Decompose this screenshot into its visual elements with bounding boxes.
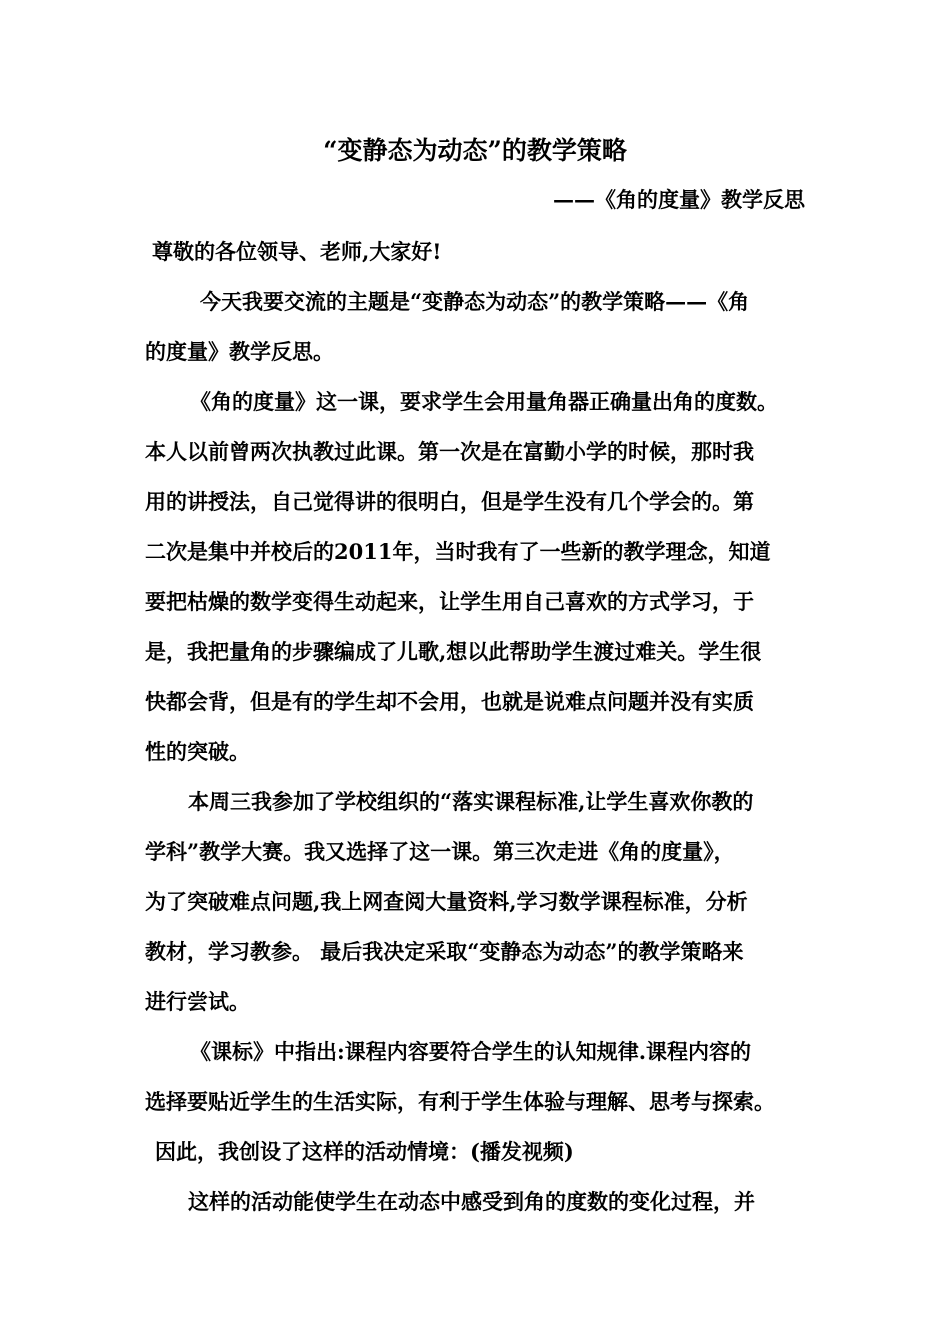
text-line: 《角的度量》这一课，要求学生会用量角器正确量出角的度数。 bbox=[190, 389, 778, 414]
text-line: 学科”教学大赛。我又选择了这一课。第三次走进《角的度量》， bbox=[145, 839, 735, 864]
document-title: “变静态为动态”的教学策略 bbox=[323, 136, 627, 165]
text-line: 《课标》中指出:课程内容要符合学生的认知规律.课程内容的 bbox=[190, 1039, 752, 1064]
text-line: 为了突破难点问题,我上网查阅大量资料,学习数学课程标准，分析 bbox=[145, 889, 748, 914]
text-line: 要把枯燥的数学变得生动起来，让学生用自己喜欢的方式学习，于 bbox=[145, 589, 754, 614]
text-line: 快都会背，但是有的学生却不会用，也就是说难点问题并没有实质 bbox=[145, 689, 754, 714]
text-line: 进行尝试。 bbox=[145, 989, 250, 1014]
text-line: 二次是集中并校后的2011年，当时我有了一些新的教学理念，知道 bbox=[145, 539, 771, 564]
text-line: 是，我把量角的步骤编成了儿歌,想以此帮助学生渡过难关。学生很 bbox=[145, 639, 762, 664]
text-line: 因此，我创设了这样的活动情境：(播发视频) bbox=[155, 1139, 574, 1164]
text-line: 选择要贴近学生的生活实际，有利于学生体验与理解、思考与探索。 bbox=[145, 1089, 775, 1114]
text-line: 今天我要交流的主题是“变静态为动态”的教学策略——《角 bbox=[200, 289, 750, 314]
text-line: 性的突破。 bbox=[145, 739, 250, 764]
text-line: 尊敬的各位领导、老师,大家好! bbox=[152, 239, 442, 264]
text-line: 教材，学习教参。 最后我决定采取“变静态为动态”的教学策略来 bbox=[145, 939, 744, 964]
document-subtitle: ——《角的度量》教学反思 bbox=[553, 187, 805, 212]
text-line: 这样的活动能使学生在动态中感受到角的度数的变化过程，并 bbox=[188, 1189, 755, 1214]
text-line: 本人以前曾两次执教过此课。第一次是在富勤小学的时候，那时我 bbox=[145, 439, 754, 464]
text-line: 的度量》教学反思。 bbox=[145, 339, 334, 364]
text-line: 用的讲授法，自己觉得讲的很明白，但是学生没有几个学会的。第 bbox=[145, 489, 754, 514]
text-line: 本周三我参加了学校组织的“落实课程标准,让学生喜欢你教的 bbox=[188, 789, 754, 814]
